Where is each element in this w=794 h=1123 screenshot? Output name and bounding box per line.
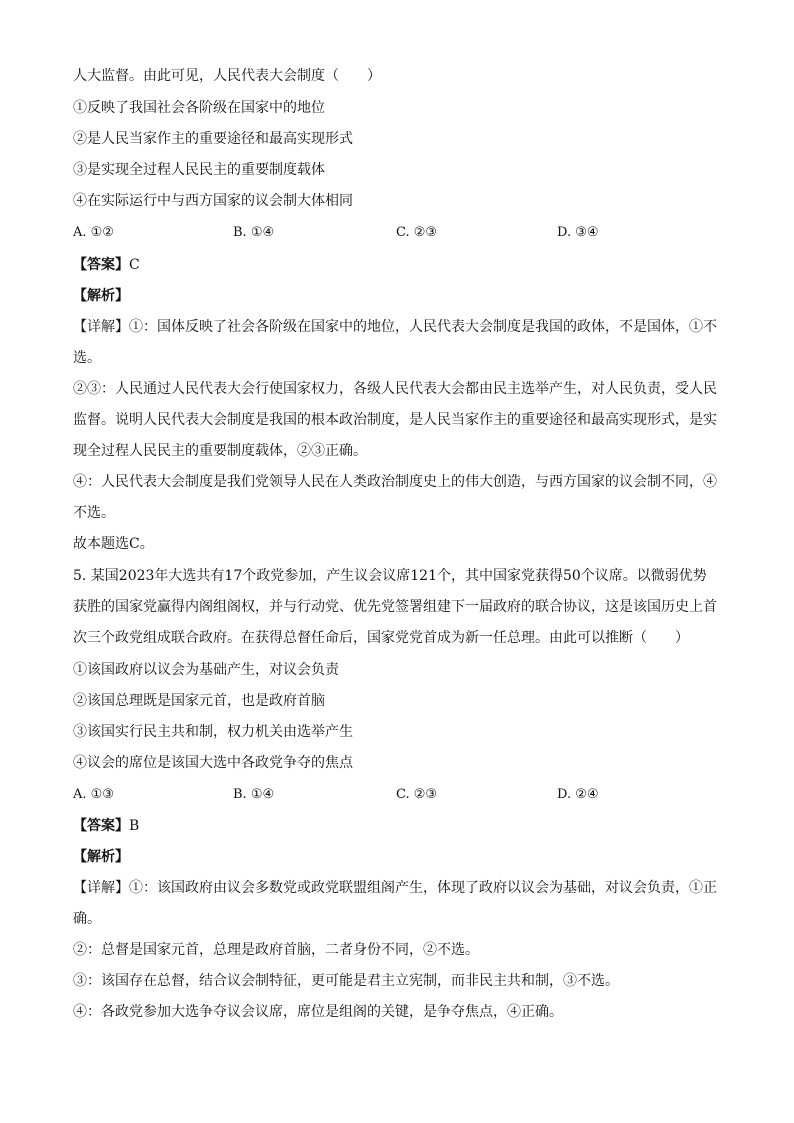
q4-detail-line-5: 现全过程人民民主的重要制度载体，②③正确。 bbox=[73, 443, 367, 459]
q5-item-1: ①该国政府以议会为基础产生，对议会负责 bbox=[73, 662, 339, 678]
q4-option-a: A. ①② bbox=[73, 225, 114, 240]
q5-stem-line-3: 次三个政党组成联合政府。在获得总督任命后，国家党党首成为新一任总理。由此可以推断（ ） bbox=[73, 630, 689, 646]
q5-answer-tag: 【答案】 bbox=[73, 818, 129, 834]
q4-detail-line-1: 【详解】①：国体反映了社会各阶级在国家中的地位，人民代表大会制度是我国的政体，不是国体，①不 bbox=[73, 319, 717, 335]
q4-detail-line-3: ②③：人民通过人民代表大会行使国家权力，各级人民代表大会都由民主选举产生，对人民负责，受人民 bbox=[73, 381, 717, 397]
q5-stem-line-2: 获胜的国家党赢得内阁组阁权，并与行动党、优先党签署组建下一届政府的联合协议，这是该国历史上首 bbox=[73, 599, 717, 615]
q4-detail-line-6: ④：人民代表大会制度是我们党领导人民在人类政治制度史上的伟大创造，与西方国家的议会制不同，④ bbox=[73, 474, 717, 490]
q5-answer-row bbox=[73, 816, 733, 836]
q4-item-4: ④在实际运行中与西方国家的议会制大体相同 bbox=[73, 193, 353, 209]
q5-answer-value: B bbox=[129, 818, 140, 834]
q4-stem-end: 人大监督。由此可见，人民代表大会制度（ ） bbox=[73, 68, 381, 84]
q4-answer-value: C bbox=[129, 257, 140, 273]
q5-option-c: C. ②③ bbox=[396, 787, 438, 802]
q5-option-a: A. ①③ bbox=[73, 787, 114, 802]
q4-answer-tag: 【答案】 bbox=[73, 257, 129, 273]
q4-detail-line-4: 监督。说明人民代表大会制度是我国的根本政治制度，是人民当家作主的重要途径和最高实现形式，是实 bbox=[73, 412, 717, 428]
q4-analysis-tag: 【解析】 bbox=[73, 288, 129, 304]
q5-option-b: B. ①④ bbox=[233, 787, 275, 802]
q5-analysis-tag: 【解析】 bbox=[73, 849, 129, 865]
q4-item-3: ③是实现全过程人民民主的重要制度载体 bbox=[73, 162, 325, 178]
q4-answer-row bbox=[73, 255, 733, 275]
q4-option-d: D. ③④ bbox=[557, 225, 599, 240]
q5-detail-line-1: 【详解】①：该国政府由议会多数党或政党联盟组阁产生，体现了政府以议会为基础，对议会负责，①正 bbox=[73, 880, 717, 896]
q5-detail-line-4: ③：该国存在总督，结合议会制特征，更可能是君主立宪制，而非民主共和制，③不选。 bbox=[73, 973, 619, 989]
q5-option-d: D. ②④ bbox=[557, 787, 599, 802]
q4-option-b: B. ①④ bbox=[233, 225, 275, 240]
q5-stem-line-1: 5. 某国2023年大选共有17个政党参加，产生议会议席121个，其中国家党获得50个议席。以微弱优势 bbox=[73, 568, 707, 584]
q4-item-1: ①反映了我国社会各阶级在国家中的地位 bbox=[73, 100, 325, 116]
q5-detail-line-5: ④：各政党参加大选争夺议会议席，席位是组阁的关键，是争夺焦点，④正确。 bbox=[73, 1004, 563, 1020]
q5-item-2: ②该国总理既是国家元首，也是政府首脑 bbox=[73, 693, 325, 709]
q4-detail-line-8: 故本题选C。 bbox=[73, 536, 154, 552]
q5-item-4: ④议会的席位是该国大选中各政党争夺的焦点 bbox=[73, 755, 353, 771]
q5-detail-line-3: ②：总督是国家元首，总理是政府首脑，二者身份不同，②不选。 bbox=[73, 942, 479, 958]
q4-option-c: C. ②③ bbox=[396, 225, 438, 240]
q5-item-3: ③该国实行民主共和制，权力机关由选举产生 bbox=[73, 724, 353, 740]
q4-detail-line-2: 选。 bbox=[73, 350, 101, 366]
q4-detail-line-7: 不选。 bbox=[73, 505, 115, 521]
q5-detail-line-2: 确。 bbox=[73, 911, 101, 927]
q4-item-2: ②是人民当家作主的重要途径和最高实现形式 bbox=[73, 131, 353, 147]
